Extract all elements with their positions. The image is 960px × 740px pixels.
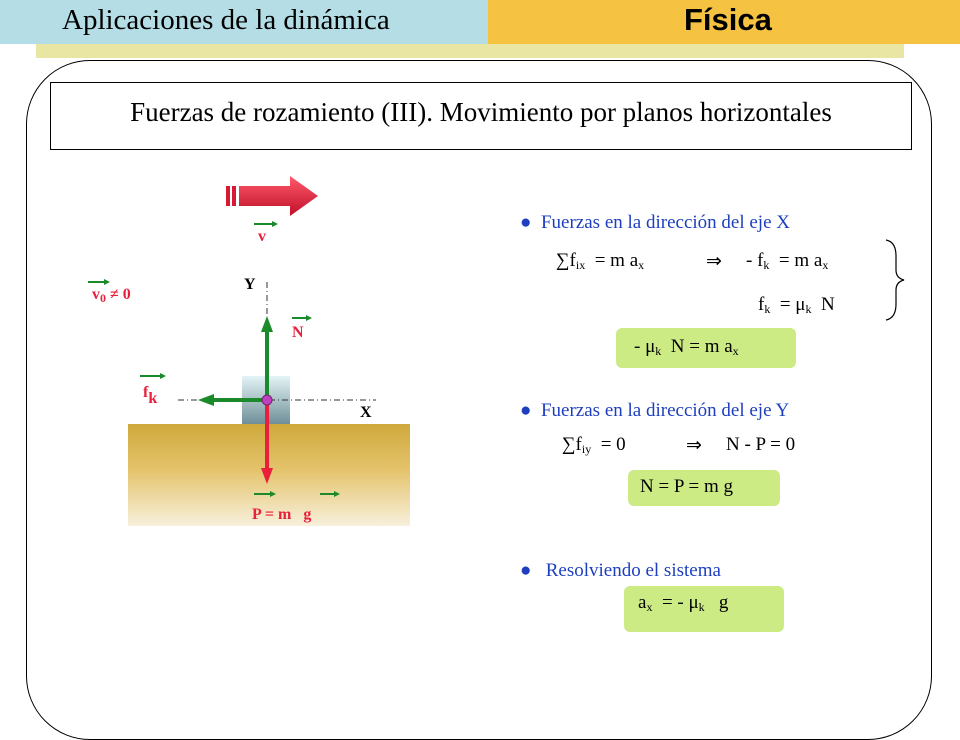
equation-y-balance: N - P = 0 bbox=[726, 434, 796, 455]
axis-y-label: Y bbox=[244, 276, 256, 293]
equation-x-friction: - $f_k = m$ $a_x$ bbox=[746, 250, 829, 272]
bullet-icon: ● bbox=[520, 560, 532, 581]
equation-sum-y: $\sum f_{iy} = 0$ bbox=[562, 434, 626, 456]
section-solve-heading: ● Resolviendo el sistema bbox=[520, 560, 721, 581]
bullet-icon: ● bbox=[520, 212, 532, 233]
equation-x-implies: ⇒ bbox=[706, 251, 722, 272]
friction-label: fk bbox=[143, 384, 158, 407]
header-title: Aplicaciones de la dinámica bbox=[62, 4, 390, 36]
axis-x-label: X bbox=[360, 404, 372, 421]
section-x-heading: ● Fuerzas en la dirección del eje X bbox=[520, 212, 790, 233]
result-solve: $a_x$ = - $\mu_k$ g bbox=[638, 592, 729, 614]
velocity-label: v bbox=[258, 228, 266, 245]
weight-label: P = m g bbox=[252, 506, 312, 523]
result-x: - $\mu_k$ N = m $a_x$ bbox=[634, 336, 739, 358]
system-brace bbox=[886, 240, 904, 320]
slide-title: Fuerzas de rozamiento (III). Movimiento por planos horizontales bbox=[130, 97, 832, 127]
result-y: N = P = m g bbox=[640, 476, 734, 497]
center-of-mass bbox=[262, 395, 272, 405]
equation-sum-x: $\sum f_{ix} = m$ $a_x$ bbox=[556, 250, 645, 272]
equation-y-implies: ⇒ bbox=[686, 435, 702, 456]
initial-velocity-label: $v_0 \ne 0$ bbox=[92, 286, 131, 305]
section-y-heading: ● Fuerzas en la dirección del eje Y bbox=[520, 400, 790, 421]
normal-label: N bbox=[292, 324, 304, 341]
equation-friction-law: $f_k = \mu_k$ N bbox=[758, 294, 835, 316]
bullet-icon: ● bbox=[520, 400, 532, 421]
velocity-arrow-icon bbox=[226, 176, 318, 216]
header-subject: Física bbox=[684, 2, 772, 37]
